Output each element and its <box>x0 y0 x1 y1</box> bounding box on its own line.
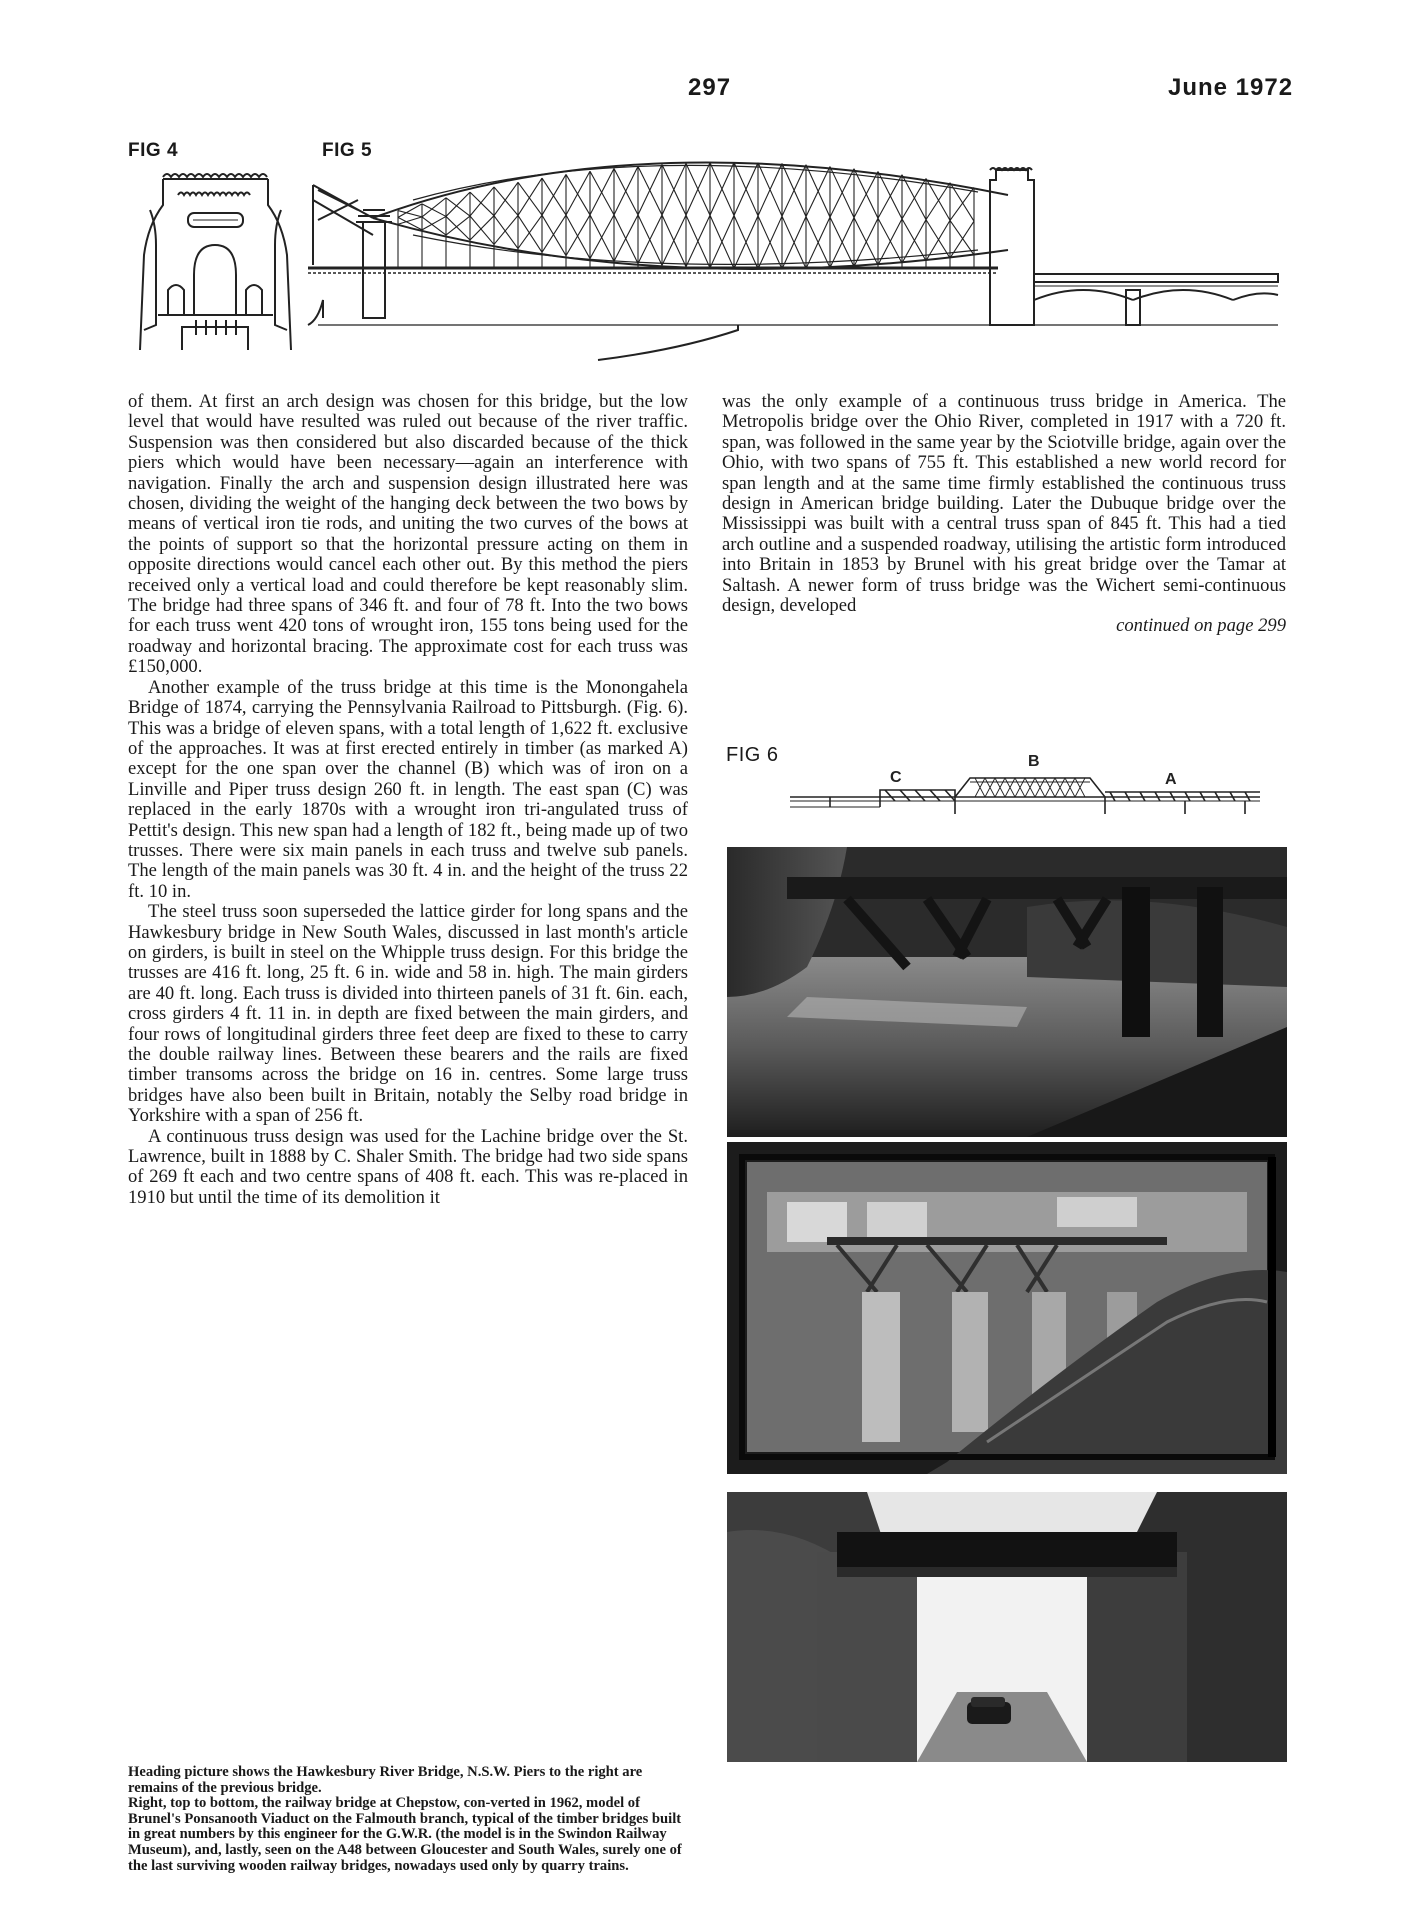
lattice-brace <box>446 216 470 235</box>
body-paragraph: A continuous truss design was used for the Lachine bridge over the St. Lawrence, built in 1888 by C. Shaler Smith. The bridge had two side spans of 269 ft each and two centre spans of 408 ft. each. This was re-placed in 1910 but until the time of its demolition it <box>128 1125 688 1208</box>
body-paragraph: of them. At first an arch design was chosen for this bridge, but the low level that would have resulted was ruled out because of the river traffic. Suspension was then considered but also discarded because of the thick piers which would have been necessary—again an interference with navigation. Finally the arch and suspension design illustrated here was chosen, dividing the weight of the hanging deck between the two bows by means of vertical iron tie rods, and uniting the two curves of the bows at the points of support so that the horizontal pressure acting on them in opposite directions would cancel each other out. By this method the piers received only a vertical load and could therefore be kept reasonably slim. The bridge had three spans of 346 ft. and four of 78 ft. Into the two bows for each truss went 420 tons of wrought iron, 155 tons being used for the roadway and horizontal bracing. The approximate cost for each truss was £150,000. <box>128 391 688 678</box>
right-text-column <box>722 392 1286 637</box>
lattice-brace <box>950 221 974 258</box>
fig6-bridge-drawing <box>790 752 1260 822</box>
issue-date: June 1972 <box>1168 74 1294 101</box>
lattice-brace <box>470 216 494 240</box>
fig6-marker-b: B <box>1028 753 1040 770</box>
body-paragraph: Another example of the truss bridge at this time is the Monongahela Bridge of 1874, carrying the Pennsylvania Railroad to Pittsburgh. (Fig. 6). This was a bridge of eleven spans, with a total length of 1,622 ft. exclusive of the approaches. It was at first erected entirely in timber (as marked A) except for the one span over the channel (B) which was of iron on a Linville and Piper truss design 260 ft. in length. The east span (C) was replaced in the early 1870s with a wrought iron tri-angulated truss of Pettit's design. This new span had a length of 182 ft., being made up of two trusses. There were six main panels in each truss and twelve sub panels. The length of the main panels was 30 ft. 4 in. and the height of the truss 22 ft. 10 in. <box>128 676 688 902</box>
page-number: 297 <box>688 74 732 101</box>
body-paragraph: The steel truss soon superseded the lattice girder for long spans and the Hawkesbury bridge in New South Wales, discussed in last month's article on girders, is built in steel on the Whipple truss design. For this bridge the trusses are 416 ft. long, 25 ft. 6 in. wide and 58 in. high. The main girders are 40 ft. long. Each truss is divided into thirteen panels of 31 ft. 6in. each, cross girders 4 ft. 11 in. in depth are fixed between the main girders, and four rows of longitudinal girders three feet deep are fixed to these to carry the double railway lines. Between these bearers and the rails are fixed timber transoms across the bridge on 16 in. centres. Some large truss bridges have also been built in Britain, notably the Selby road bridge in Yorkshire with a span of 256 ft. <box>128 901 688 1127</box>
fig5-label: FIG 5 <box>322 140 373 161</box>
caption-right: Right, top to bottom, the railway bridge at Chepstow, con-verted in 1962, model of Brunel's Ponsanooth Viaduct on the Falmouth branch, typical of the timber bridges built in great numbers by this engineer for the G.W.R. (the model is in the Swindon Railway Museum), and, lastly, seen on the A48 between Gloucester and South Wales, surely one of the last surviving wooden railway bridges, nowadays used only by quarry trains. <box>128 1795 682 1874</box>
fig4-pier-drawing <box>128 165 303 350</box>
photo-ponsanooth-viaduct-model <box>727 1142 1287 1474</box>
photo-chepstow-bridge <box>727 847 1287 1137</box>
continued-note: continued on page 299 <box>1116 615 1286 637</box>
photo-a48-wooden-bridge <box>727 1492 1287 1762</box>
body-paragraph: was the only example of a continuous truss bridge in America. The Metropolis bridge over the Ohio River, completed in 1917 with a 720 ft. span, was followed in the same year by the Sciotville bridge, again over the Ohio, with two spans of 755 ft. This established a new world record for span length and at the same time firmly established the continuous truss design in American bridge building. Later the Dubuque bridge over the Mississippi was built with a central truss span of 845 ft. This had a tied arch outline and a suspended roadway, utilising the artistic form introduced into Britain in 1853 by Brunel with his great bridge over the Tamar at Saltash. A newer form of truss bridge was the Wichert semi-continuous design, developed <box>722 391 1286 617</box>
fig4-label: FIG 4 <box>128 140 179 161</box>
caption-heading: Heading picture shows the Hawkesbury River Bridge, N.S.W. Piers to the right are remains of the previous bridge. <box>128 1764 643 1796</box>
lattice-brace <box>422 216 446 229</box>
lattice-brace <box>950 220 974 255</box>
photo-caption <box>128 1765 688 1874</box>
fig6-marker-a: A <box>1165 771 1177 788</box>
fig6-marker-c: C <box>890 769 902 786</box>
fig6-label: FIG 6 <box>726 744 779 766</box>
lattice-brace <box>470 216 494 244</box>
fig5-bridge-drawing <box>318 140 1286 365</box>
left-text-column <box>128 392 688 1208</box>
